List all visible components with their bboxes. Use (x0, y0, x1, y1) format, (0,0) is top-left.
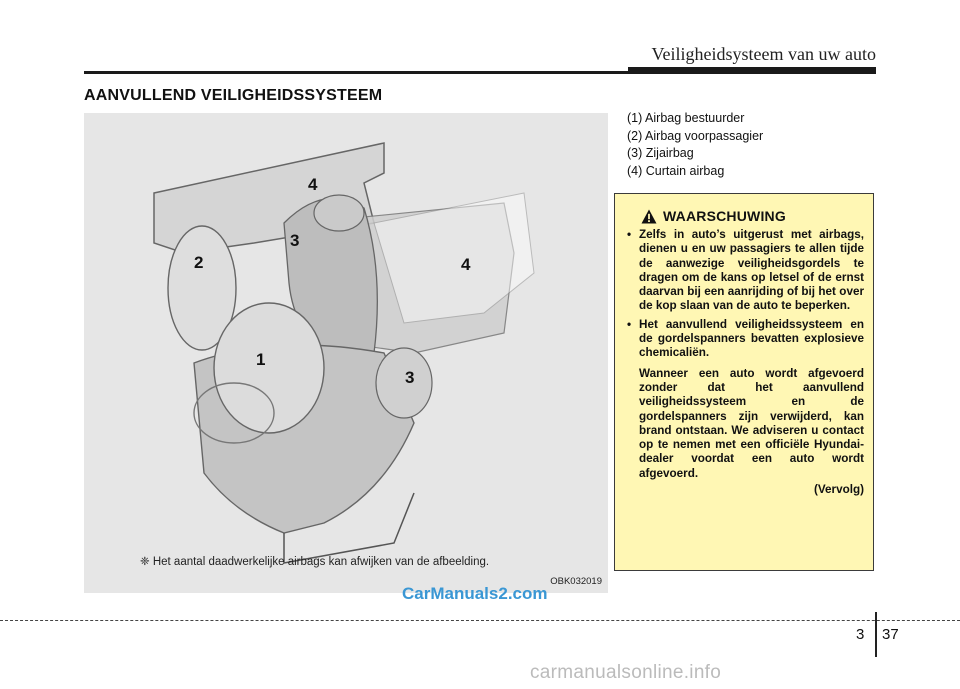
warning-header (641, 207, 786, 225)
bullet: • (627, 228, 632, 241)
figure-label-2: 2 (194, 253, 204, 272)
warning-title: WAARSCHUWING (663, 208, 786, 224)
figure-label-3-top: 3 (290, 231, 300, 250)
figure-code: OBK032019 (550, 576, 602, 587)
warning-item (625, 228, 864, 314)
figure-note: ❈ Het aantal daadwerkelijke airbags kan afwijken van de afbeelding. (140, 556, 490, 568)
warning-body (625, 228, 864, 497)
continued-label: (Vervolg) (813, 483, 864, 497)
page-header-title: Veiligheidsysteem van uw auto (651, 44, 876, 64)
airbag-illustration (84, 113, 608, 593)
header-rule-accent (628, 67, 876, 74)
page-footer-rule (0, 620, 960, 621)
page-number: 37 (882, 626, 899, 643)
warning-triangle-icon (641, 209, 657, 224)
figure-label-3-right: 3 (405, 368, 415, 387)
legend-item: (2) Airbag voorpassagier (627, 128, 764, 143)
figure-label-4-right: 4 (461, 255, 471, 274)
chapter-number: 3 (856, 626, 865, 643)
legend-item: (1) Airbag bestuurder (627, 111, 745, 125)
figure-label-4-top: 4 (308, 175, 318, 194)
legend-item: (3) Zijairbag (627, 146, 694, 160)
warning-item-text: Zelfs in auto’s uitgerust met airbags, dienen u en uw passagiers te allen tijde de aanwezige veiligheidsgordels te dragen om de kans op letsel of de ernst daarvan bij een aanrijding of bij het over de kop slaan van de auto te beperken. (639, 228, 864, 313)
warning-item-text: Het aanvullend veiligheidssysteem en de gordelspanners bevatten explosieve chemicaliën. (639, 317, 864, 360)
section-title: AANVULLEND VEILIGHEIDSSYSTEEM (84, 87, 383, 104)
page-number-separator (875, 612, 877, 657)
watermark-link[interactable]: CarManuals2.com (402, 584, 548, 603)
warning-item (625, 318, 864, 361)
airbag-figure (84, 113, 608, 593)
bullet: • (627, 317, 632, 331)
footer-url: carmanualsonline.info (530, 662, 722, 683)
figure-label-1: 1 (256, 350, 266, 369)
warning-box (614, 193, 874, 571)
legend-item: (4) Curtain airbag (627, 163, 725, 178)
airbag-legend (627, 110, 763, 180)
warning-paragraph: Wanneer een auto wordt afgevoerd zonder dat het aanvullend veiligheidssysteem en de gordelspanners zijn verwijderd, kan brand ontstaan. We adviseren u contact op te nemen met een officiële Hyundai-dealer voordat een auto wordt afgevoerd. (639, 366, 864, 480)
